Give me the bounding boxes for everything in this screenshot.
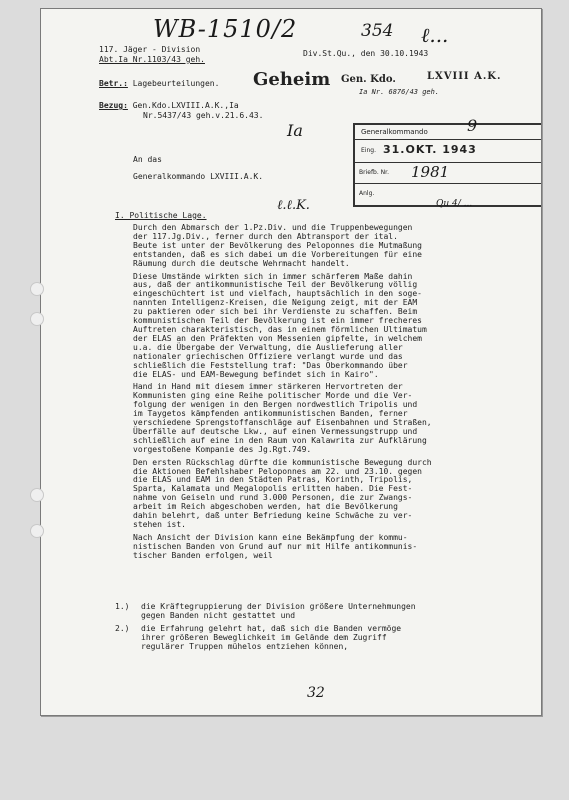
receipt-row2-value: 1981 [411, 163, 450, 181]
subject-line [99, 79, 219, 89]
addressee-line-2: Generalkommando LXVIII.A.K. [133, 172, 264, 181]
list-item-number: 1.) [115, 602, 130, 611]
text-line: nahme von Geiseln und rund 3.000 Personen, die zur Zwangs- [133, 493, 413, 503]
paragraph [133, 273, 432, 380]
text-line: der ELAS an den Präfekten von Messenien gipfelte, in welchem [133, 333, 422, 343]
text-line: u.a. die Übergabe der Verwaltung, die Auslieferung aller [133, 342, 403, 352]
receipt-received-date: 31.OKT. 1943 [383, 143, 477, 156]
list-item-text [141, 603, 416, 621]
handwritten-scribble: ℓ... [421, 23, 449, 47]
page-number: 32 [307, 685, 325, 701]
text-line: entstanden, daß es sich dabei um die Vorbereitungen für eine [133, 249, 422, 259]
text-line: im Taygetos kämpfenden antikommunistischen Banden, ferner [133, 409, 408, 419]
text-line: Beute ist unter der Bevölkerung des Peloponnes die Mutmaßung [133, 240, 422, 250]
corner-number: 354 [361, 21, 394, 41]
receipt-received-label: Eing. [361, 147, 376, 154]
text-line: Den ersten Rückschlag dürfte die kommunistische Bewegung durch [133, 457, 432, 467]
paragraph [133, 534, 432, 561]
text-line: dahin belehrt, daß unter Befriedung keine Schwäche zu ver- [133, 511, 413, 521]
receipt-stamp-title-text: Generalkommando [361, 128, 428, 136]
gen-kdo-stamp: Gen. Kdo. [341, 74, 396, 85]
text-line: die Erfahrung gelehrt hat, daß sich die Banden vermöge [141, 623, 402, 633]
document-page [40, 8, 542, 716]
handwritten-corner-note: Qu 4/ ... [436, 199, 473, 209]
body-text [133, 224, 432, 565]
receipt-row3-label: Anlg. [359, 190, 375, 197]
text-line: die Kräftegruppierung der Division größere Unternehmungen [141, 602, 416, 611]
list-item-text [141, 625, 416, 652]
text-line: aus, daß der antikommunistische Teil der Bevölkerung völlig [133, 280, 418, 290]
subject-text: Lagebeurteilungen. [132, 79, 220, 88]
text-line: nistischen Banden von Grund auf nur mit Hilfe antikommunis- [133, 541, 418, 551]
text-line: stehen ist. [133, 520, 186, 529]
text-line: schließlich die Feststellung traf: "Das Oberkommando über [133, 360, 408, 370]
reference-line-2: Nr.5437/43 geh.v.21.6.43. [143, 111, 264, 120]
receipt-row2-label: Briefb. Nr. [359, 169, 389, 176]
text-line: nannten Intelligenz-Kreisen, die Neigung zeigt, mit der EAM [133, 298, 418, 308]
text-line: Kommunisten ging eine Reihe politischer Morde und die Ver- [133, 391, 413, 401]
receipt-stamp [353, 116, 542, 207]
receipt-stamp-title [355, 116, 542, 140]
text-line: zu paktieren oder sich bei ihr Verdienste zu schaffen. Beim [133, 307, 418, 317]
archive-reference: WB-1510/2 [153, 15, 298, 43]
text-line: Hand in Hand mit diesem immer stärkeren Hervortreten der [133, 382, 403, 392]
reference-label: Bezug: [99, 101, 128, 110]
text-line: Überfälle auf deutsche Lkw., auf einen Vermessungstrupp und [133, 426, 418, 436]
punch-hole [30, 282, 44, 296]
text-line: schließlich auf eine in den Raum von Kalawrita zur Aufklärung [133, 435, 427, 445]
reference-text-1: Gen.Kdo.LXVIII.A.K.,Ia [132, 101, 239, 110]
text-line: die ELAS- und EAM-Bewegung befindet sich in Kairo". [133, 369, 379, 379]
division-name: 117. Jäger - Division [99, 45, 201, 54]
receipt-stamp-row-received [355, 140, 542, 163]
department-ref: Abt.Ia Nr.1103/43 geh. [99, 55, 205, 64]
text-line: gegen Banden nicht gestattet und [141, 610, 296, 620]
corps-stamp: LXVIII A.K. [427, 71, 502, 82]
text-line: tischer Banden erfolgen, weil [133, 550, 273, 560]
text-line: eingeschüchtert ist und vielfach, hauptsächlich in den soge- [133, 289, 422, 299]
receipt-stamp-number: 9 [467, 116, 478, 135]
paragraph [133, 383, 432, 454]
text-line: ihrer größeren Beweglichkeit im Gelände dem Zugriff [141, 632, 387, 642]
text-line: folgung der wenigen in den Bergen nordwestlich Tripolis und [133, 400, 418, 410]
text-line: Sparta, Kalamata und Megalopolis erlitten haben. Die Fest- [133, 484, 413, 494]
list-item [115, 625, 416, 652]
list-item-number: 2.) [115, 623, 130, 633]
text-line: Nach Ansicht der Division kann eine Bekämpfung der kommu- [133, 532, 408, 542]
receipt-stamp-row-number [355, 163, 542, 184]
text-line: die Aktionen Befehlshaber Peloponnes am 22. und 23.10. gegen [133, 466, 422, 476]
stamp-reference: Ia Nr. 6876/43 geh. [359, 88, 440, 96]
reference-line-1 [99, 101, 239, 111]
text-line: Durch den Abmarsch der 1.Pz.Div. und die Truppenbewegungen [133, 223, 413, 232]
text-line: die ELAS und EAM in den Städten Patras, Korinth, Tripolis, [133, 475, 413, 485]
section-heading: I. Politische Lage. [115, 211, 207, 220]
list-item [115, 603, 416, 621]
text-line: der 117.Jg.Div., ferner durch den Abtransport der ital. [133, 231, 398, 241]
text-line: Auftreten charakteristisch, das in einem förmlichen Ultimatum [133, 324, 427, 334]
text-line: vorgestoßene Kompanie des Jg.Rgt.749. [133, 444, 312, 454]
punch-hole [30, 488, 44, 502]
punch-hole [30, 524, 44, 538]
text-line: arbeit im Reich abgeschoben werden, hat die Bevölkerung [133, 502, 398, 512]
text-line: kommunistischen Teil der Bevölkerung ist ein immer frecheres [133, 316, 422, 326]
classification-stamp: Geheim [253, 69, 331, 90]
handwritten-initials: Ia [287, 121, 303, 140]
subject-label: Betr.: [99, 79, 128, 88]
text-line: nationaler griechischen Offiziere verlangt wurde und das [133, 351, 403, 361]
addressee-line-1: An das [133, 155, 162, 164]
paragraph [133, 224, 432, 269]
punch-hole [30, 312, 44, 326]
paragraph [133, 459, 432, 530]
text-line: regulärer Truppen mühelos entziehen können, [141, 641, 349, 651]
text-line: Räumung durch die deutsche Wehrmacht handelt. [133, 258, 350, 268]
handwritten-marginal-note: ℓ.ℓ.K. [277, 198, 310, 213]
numbered-list [115, 603, 416, 656]
text-line: verschiedene Sprengstoffanschläge auf Eisenbahnen und Straßen, [133, 418, 432, 428]
location-date: Div.St.Qu., den 30.10.1943 [303, 49, 429, 58]
text-line: Diese Umstände wirkten sich in immer schärferem Maße dahin [133, 271, 413, 281]
